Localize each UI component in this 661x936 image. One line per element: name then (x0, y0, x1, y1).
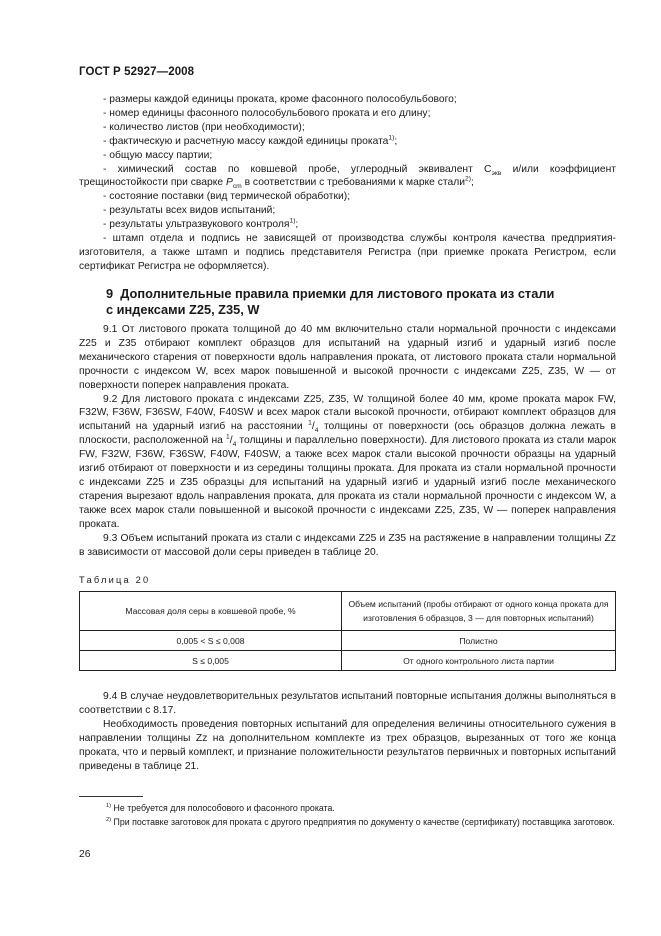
paragraph-9-4: 9.4 В случае неудовлетворительных результатов испытаний повторные испытания должны выполняться в соответствии с 8.17. (79, 691, 616, 716)
footnote-ref: 2) (465, 176, 471, 184)
section-body (79, 323, 616, 559)
table-cell: S ≤ 0,005 (80, 651, 342, 671)
punctuation: ; (295, 219, 299, 231)
pcm-symbol: P (225, 177, 233, 189)
ceq-subscript: экв (491, 169, 502, 177)
footnote-text: При поставке заготовок для проката с другого предприятия по документу о качестве (сертификату) поставщика заготовок. (113, 817, 615, 827)
footnotes (79, 801, 616, 829)
list-item: - результаты всех видов испытаний; (103, 205, 276, 217)
list-item-text: - результаты ультразвукового контроля (103, 219, 290, 231)
paragraph-retest: Необходимость проведения повторных испытаний для определения величины относительного сужения в направлении толщины Zz на дополнительном комплекте из трех образцов, вырезанных от того же конца проката, что и первый комплект, и признание положительности результатов первичных и повторных испытаний приведены в таблице 21. (79, 718, 616, 772)
footnote-divider (79, 796, 143, 797)
section-heading (106, 286, 606, 317)
page-number: 26 (79, 849, 91, 860)
list-item: - общую массу партии; (103, 149, 213, 161)
list-item: - количество листов (при необходимости); (103, 121, 305, 133)
certificate-list (79, 93, 616, 274)
list-item: - номер единицы фасонного полособульбового проката и его длину; (103, 107, 431, 119)
table-cell: От одного контрольного листа партии (342, 651, 616, 671)
footnote-text: Не требуется для полособового и фасонного проката. (113, 803, 335, 813)
list-item-text: и/или коэффициент трещиностойкости при сварке (79, 163, 616, 189)
section-body-continued (79, 690, 616, 773)
section-title: Дополнительные правила приемки для листового проката из стали (120, 286, 555, 301)
footnote-mark: 2) (106, 817, 112, 824)
footnote-mark: 1) (106, 803, 112, 810)
list-item (79, 135, 616, 149)
pcm-subscript: cm (232, 183, 242, 191)
list-item: - штамп отдела и подпись не зависящей от производства службы контроля качества предприятия-изготовителя, а также штамп и подпись представителя Регистра (при приемке проката Регистром, если сертификат Регистра не оформляется). (79, 233, 616, 272)
paragraph-9-3: 9.3 Объем испытаний проката из стали с индексами Z25 и Z35 на растяжение в направлении толщины Zz в зависимости от массовой доли серы приведен в таблице 20. (79, 532, 616, 558)
section-title-line: с индексами Z25, Z35, W (106, 301, 260, 317)
list-item (79, 218, 616, 232)
paragraph-9-2: 9.2 Для листового проката с индексами Z25, Z35, W толщиной более 40 мм, кроме проката марок FW, F32W, F36W, F36SW, F40W, F40SW и всех марок стали высокой прочности, отбирают комплект образцов для испытаний на ударный изгиб на расстоянии $^1/_4$ толщины от поверхности (ось образцов должна лежать в плоскости, расположенной на $^1/_4$ толщины и параллельно поверхности). Для листового проката из стали марок FW, F32W, F36W, F36SW, F40W, F40SW, а также всех марок стали высокой прочности образцы на ударный изгиб отбирают от поверхности и из середины толщины проката. Для проката из стали нормальной прочности с индексами Z25 и Z35 образцы для испытаний на ударный изгиб и ударный изгиб после механического старения вырезают вдоль направления проката, для проката из стали нормальной прочности с индексом W, а также всех марок стали повышенной и высокой прочности с индексами Z25, Z35, W — поперек направления проката. (79, 393, 616, 530)
footnote-ref: 1) (289, 217, 296, 225)
list-item-text: в соответствии с требованиями к марке стали (241, 177, 465, 189)
list-item-text: - химический состав по ковшевой пробе, углеродный эквивалент C (103, 163, 492, 175)
fraction-numerator: 1 (225, 433, 230, 441)
table-row (80, 651, 616, 671)
punctuation: ; (394, 135, 398, 147)
paragraph-text: толщины и параллельно поверхности). Для листового проката из стали марок FW, F32W, F36W, F36SW, F40W, F40SW, а также всех марок стали высокой прочности образцы на ударный изгиб отбирают от поверхности и из середины толщины проката. Для проката из стали нормальной прочности с индексами Z25 и Z35 образцы для испытаний на ударный изгиб и ударный изгиб после механического старения вырезают вдоль направления проката, для проката из стали нормальной прочности с индексом W, а также всех марок стали повышенной и высокой прочности с индексами Z25, Z35, W — поперек направления проката. (79, 435, 616, 530)
table-cell: 0,005 < S ≤ 0,008 (80, 631, 342, 651)
sulfur-test-table (79, 591, 616, 671)
paragraph-text: толщины от поверхности (ось образцов должна лежать в плоскости, расположенной на (79, 421, 616, 447)
paragraph-9-1: 9.1 От листового проката толщиной до 40 мм включительно стали нормальной прочности с индексами Z25 и Z35 отбирают комплект образцов для испытаний на ударный изгиб и ударный изгиб после механического старения от поверхности вдоль направления проката, от листового проката стали нормальной прочности с индексом W, всех марок повышенной и высокой прочности с индексами Z25, Z35, W — от поверхности поперек направления проката. (79, 324, 616, 391)
list-item-text: - фактическую и расчетную массу каждой единицы проката (103, 135, 389, 147)
table-row (80, 631, 616, 651)
footnote (79, 815, 616, 829)
table-caption: Таблица 20 (79, 575, 151, 585)
table-header-cell: Объем испытаний (пробы отбирают от одного конца проката для изготовления 6 образцов, 3 — для повторных испытаний) (342, 592, 616, 631)
list-item: - состояние поставки (вид термической обработки); (103, 191, 351, 203)
list-item: - размеры каждой единицы проката, кроме фасонного полособульбового; (103, 94, 457, 105)
fraction-denominator: 4 (232, 441, 237, 449)
footnote (79, 801, 616, 815)
punctuation: ; (470, 177, 474, 189)
table-cell: Полистно (342, 631, 616, 651)
fraction-denominator: 4 (314, 427, 319, 435)
footnote-ref: 1) (388, 134, 395, 142)
section-number: 9 (106, 286, 114, 301)
list-item (79, 163, 616, 191)
paragraph-text: 9.2 Для листового проката с индексами Z25, Z35, W толщиной более 40 мм, кроме проката марок FW, F32W, F36W, F36SW, F40W, F40SW и всех марок стали высокой прочности, отбирают комплект образцов для испытаний на ударный изгиб на расстоянии (79, 393, 616, 433)
section-title-line (106, 286, 606, 302)
fraction-numerator: 1 (308, 419, 312, 427)
standard-header: ГОСТ Р 52927—2008 (79, 66, 195, 78)
table-header-cell: Массовая доля серы в ковшевой пробе, % (80, 592, 342, 631)
table-header-row (80, 592, 616, 631)
